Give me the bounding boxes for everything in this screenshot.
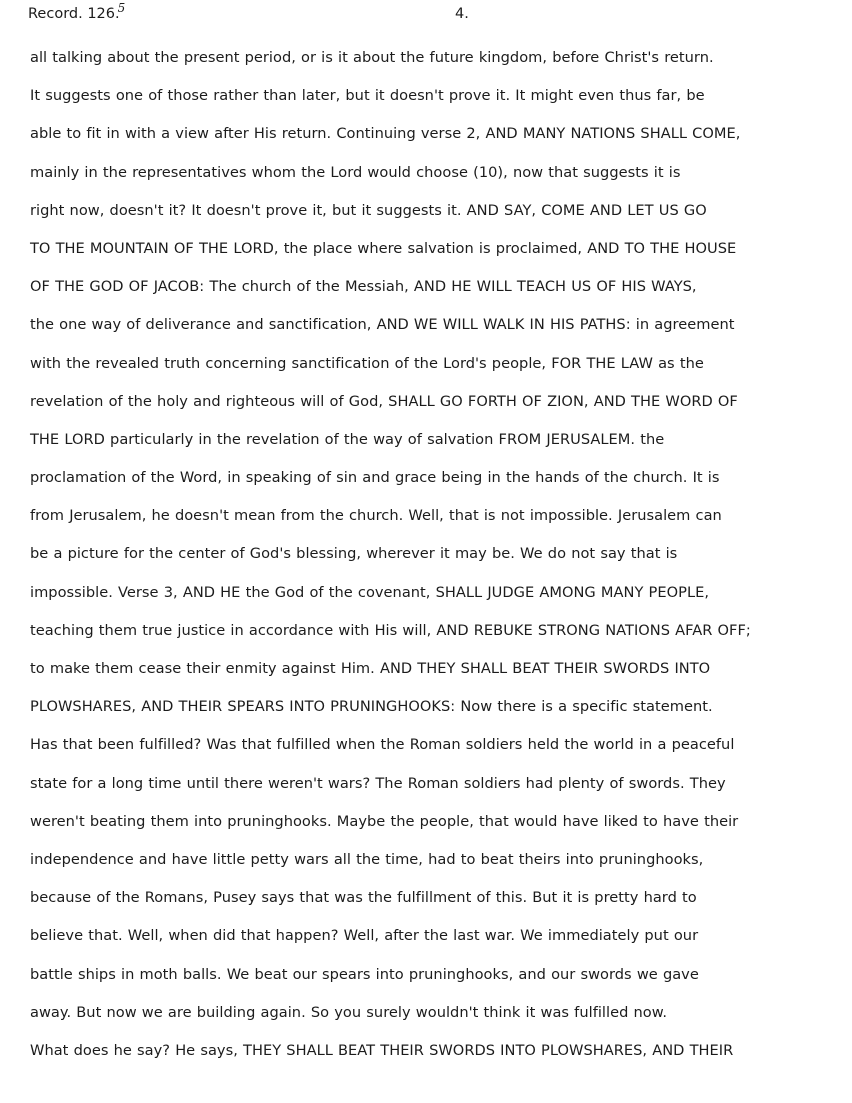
page-header (0, 1, 852, 30)
text-line: THE LORD particularly in the revelation of the way of salvation FROM JERUSALEM. the (30, 430, 665, 448)
text-line: battle ships in moth balls. We beat our spears into pruninghooks, and our swords we gave (30, 965, 699, 983)
page-number: 4. (455, 6, 469, 22)
text-line: teaching them true justice in accordance with His will, AND REBUKE STRONG NATIONS AFAR OFF; (30, 621, 751, 639)
record-suffix: . (115, 6, 120, 22)
text-line: It suggests one of those rather than later, but it doesn't prove it. It might even thus far, be (30, 87, 705, 105)
text-line: all talking about the present period, or is it about the future kingdom, before Christ's return. (30, 49, 714, 66)
text-line: able to fit in with a view after His return. Continuing verse 2, AND MANY NATIONS SHALL COME, (30, 125, 741, 143)
record-label (28, 1, 127, 22)
text-line: OF THE GOD OF JACOB: The church of the Messiah, AND HE WILL TEACH US OF HIS WAYS, (30, 278, 697, 296)
record-digit: 6 (105, 6, 116, 22)
text-line: away. But now we are building again. So you surely wouldn't think it was fulfilled now. (30, 1003, 668, 1021)
text-line: with the revealed truth concerning sanctification of the Lord's people, FOR THE LAW as the (30, 354, 704, 372)
text-line: independence and have little petty wars all the time, had to beat theirs into pruninghooks, (30, 850, 704, 868)
transcript-body (30, 44, 845, 1075)
text-line: be a picture for the center of God's blessing, wherever it may be. We do not say that is (30, 545, 678, 563)
text-line: TO THE MOUNTAIN OF THE LORD, the place where salvation is proclaimed, AND TO THE HOUSE (30, 239, 737, 257)
text-line: right now, doesn't it? It doesn't prove it, but it suggests it. AND SAY, COME AND LET US GO (30, 201, 707, 219)
text-line: revelation of the holy and righteous will of God, SHALL GO FORTH OF ZION, AND THE WORD OF (30, 392, 738, 410)
text-line: from Jerusalem, he doesn't mean from the church. Well, that is not impossible. Jerusalem can (30, 507, 722, 525)
text-line: because of the Romans, Pusey says that was the fulfillment of this. But it is pretty hard to (30, 889, 697, 907)
text-line: PLOWSHARES, AND THEIR SPEARS INTO PRUNINGHOOKS: Now there is a specific statement. (30, 698, 713, 716)
text-line: state for a long time until there weren't wars? The Roman soldiers had plenty of swords. They (30, 774, 726, 792)
text-line: impossible. Verse 3, AND HE the God of the covenant, SHALL JUDGE AMONG MANY PEOPLE, (30, 583, 709, 601)
text-line: weren't beating them into pruninghooks. Maybe the people, that would have liked to have their (30, 812, 739, 830)
text-line: mainly in the representatives whom the Lord would choose (10), now that suggests it is (30, 163, 681, 181)
text-line: to make them cease their enmity against Him. AND THEY SHALL BEAT THEIR SWORDS INTO (30, 660, 711, 677)
record-handwritten-annotation: 5 (117, 1, 126, 15)
text-line: proclamation of the Word, in speaking of sin and grace being in the hands of the church. It is (30, 469, 720, 487)
text-line: Has that been fulfilled? Was that fulfilled when the Roman soldiers held the world in a peaceful (30, 736, 735, 754)
text-line: believe that. Well, when did that happen? Well, after the last war. We immediately put our (30, 927, 699, 945)
text-line: the one way of deliverance and sanctification, AND WE WILL WALK IN HIS PATHS: in agreement (30, 316, 735, 334)
record-label-text: Record. 12 (28, 6, 106, 22)
text-line: What does he say? He says, THEY SHALL BEAT THEIR SWORDS INTO PLOWSHARES, AND THEIR (30, 1041, 734, 1059)
